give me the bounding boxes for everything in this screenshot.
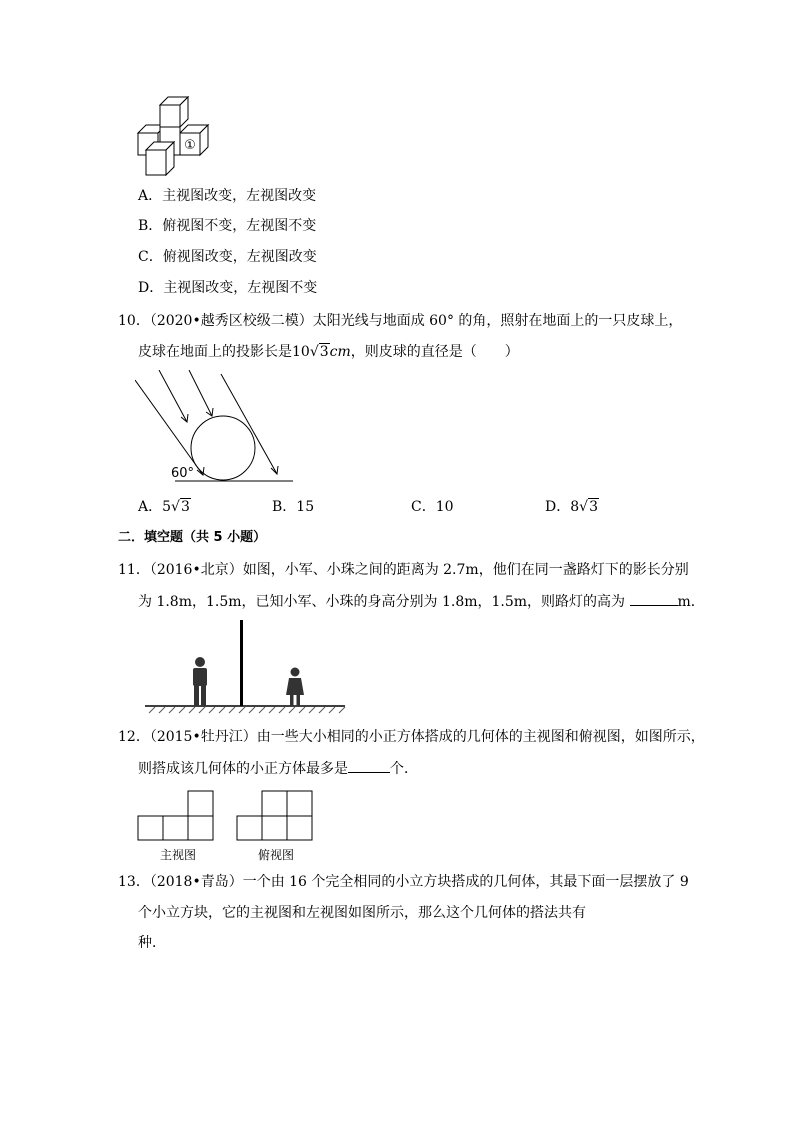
q11-lamp-figure (145, 618, 350, 716)
person-xiaojun (193, 657, 207, 706)
q10-angle-label: 60° (171, 466, 195, 481)
q10-option-d-sqrt: √3 (579, 499, 598, 515)
q10-line1: 10．（2020•越秀区校级二模）太阳光线与地面成 60° 的角，照射在地面上的一只皮球上， (118, 313, 683, 329)
lamp-post (240, 620, 243, 706)
q11-line2 (138, 590, 705, 612)
q11-line2-end: m． (677, 594, 705, 610)
q9-option-b: B．俯视图不变，左视图不变 (138, 218, 317, 234)
q10-option-a-coef: 5 (162, 499, 172, 515)
q10-ball-figure (135, 370, 300, 485)
q11-line1: 11．（2016•北京）如图，小军、小珠之间的距离为 2.7m，他们在同一盏路灯下的影长分别 (118, 562, 689, 578)
person-xiaozhu (286, 668, 304, 707)
q12-answer-blank[interactable] (348, 757, 390, 773)
q13-line1: 13．（2018•青岛）一个由 16 个完全相同的小立方块搭成的几何体，其最下面一层摆放了 9 (118, 874, 689, 890)
q9-option-a: A．主视图改变，左视图改变 (138, 188, 317, 204)
q12-front-view (137, 790, 215, 842)
q10-option-a-label: A． (138, 499, 163, 515)
q9-option-c: C．俯视图改变，左视图改变 (138, 249, 317, 265)
q10-option-d-rad: 3 (589, 499, 598, 515)
q13-line2: 个小立方块，它的主视图和左视图如图所示，那么这个几何体的搭法共有 (138, 905, 586, 921)
q10-line2-rad: 3 (319, 344, 329, 360)
q12-front-label: 主视图 (160, 848, 197, 862)
q10-option-a-sqrt: √3 (171, 499, 190, 515)
q10-option-b: B．15 (272, 499, 315, 515)
q10-line2-unit: cm (329, 344, 351, 360)
q12-line1: 12．（2015•牡丹江）由一些大小相同的小正方体搭成的几何体的主视图和俯视图，如图所示， (118, 729, 705, 745)
q12-line2 (138, 757, 418, 779)
q13-line3: 种． (138, 935, 166, 951)
q11-line2-text: 为 1.8m，1.5m，已知小军、小珠的身高分别为 1.8m，1.5m，则路灯的高为 (138, 594, 626, 610)
q10-option-d (545, 497, 599, 517)
q10-option-c: C．10 (411, 499, 454, 515)
q10-option-a-rad: 3 (180, 499, 190, 515)
q12-line2-text: 则搭成该几何体的小正方体最多是 (138, 761, 348, 777)
q11-answer-blank[interactable] (630, 590, 678, 606)
q10-option-d-label: D． (545, 499, 571, 515)
q12-line2-end: 个． (390, 761, 418, 777)
q10-sqrt: √3 (309, 344, 329, 360)
q9-figure-label: ① (184, 138, 196, 153)
q10-line2 (138, 342, 519, 362)
q12-top-view (236, 790, 314, 842)
q10-option-a (138, 497, 191, 517)
q12-top-label: 俯视图 (258, 848, 295, 862)
q9-option-d: D．主视图改变，左视图不变 (138, 280, 318, 296)
q9-cube-figure (130, 95, 225, 180)
q10-option-d-coef: 8 (570, 499, 580, 515)
q10-line2-coef: 10 (292, 344, 310, 360)
q10-line2-after: ，则皮球的直径是（ ） (350, 344, 519, 360)
q10-line2-before: 皮球在地面上的投影长是 (138, 344, 292, 360)
section-title: 二．填空题（共 5 小题） (118, 530, 267, 545)
